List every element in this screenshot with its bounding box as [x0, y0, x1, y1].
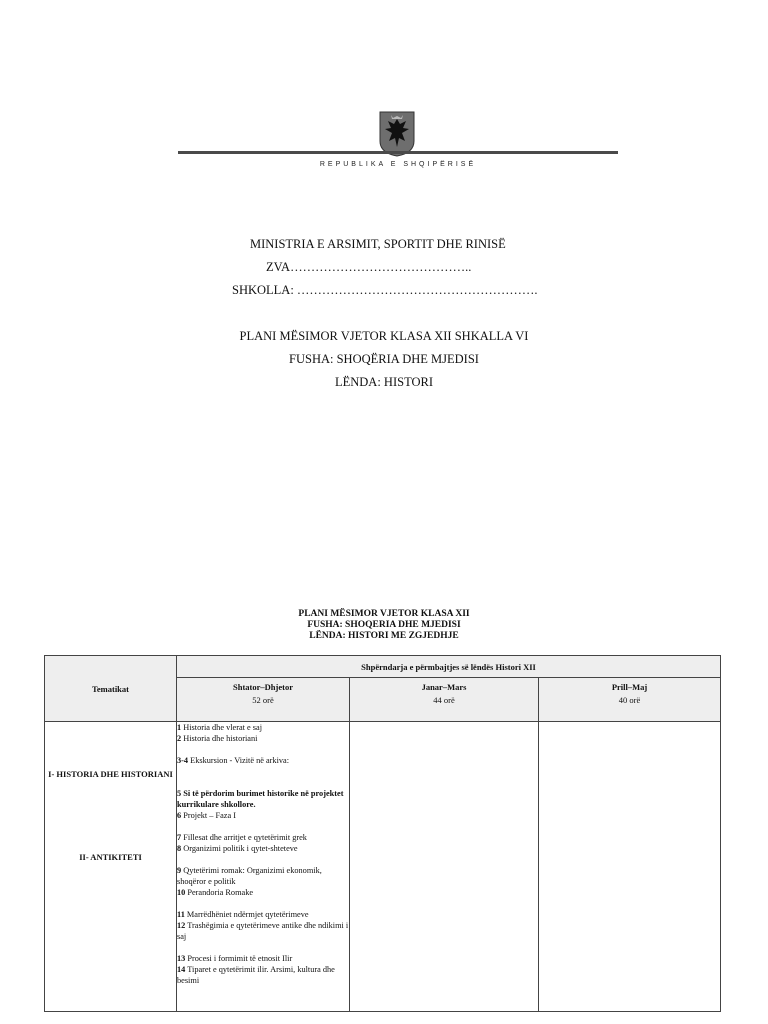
list-item: 10 Perandoria Romake	[177, 888, 254, 897]
list-item: 9 Qytetërimi romak: Organizimi ekonomik, shoqëror e politik	[177, 866, 322, 886]
annual-plan-table	[44, 655, 721, 1012]
list-item: 3-4 Ekskursion - Vizitë në arkiva:	[177, 756, 290, 765]
table-title-plan: PLANI MËSIMOR VJETOR KLASA XII	[298, 609, 470, 619]
period-hours: 52 orë	[252, 695, 274, 705]
field-line: FUSHA: SHOQËRIA DHE MJEDISI	[289, 352, 479, 366]
period-header	[350, 678, 539, 722]
period-name: Prill–Maj	[611, 682, 648, 692]
table-title-subject: LËNDA: HISTORI ME ZGJEDHJE	[309, 631, 459, 641]
topics-cell-apr-may	[539, 722, 721, 1012]
distribution-header: Shpërndarja e përmbajtjes së lëndës Histori XII	[177, 656, 721, 678]
period-hours: 40 orë	[618, 695, 641, 705]
subject-line: LËNDA: HISTORI	[334, 375, 434, 389]
themes-cell	[45, 722, 177, 1012]
ministry-line: MINISTRIA E ARSIMIT, SPORTIT DHE RINISË	[250, 237, 506, 251]
list-item: 13 Procesi i formimit të etnosit Ilir	[177, 954, 293, 963]
list-item: 5 Si të përdorim burimet historike në projektet kurrikulare shkollore.	[177, 789, 344, 809]
theme-history: I- HISTORIA DHE HISTORIANI	[48, 769, 173, 779]
list-item: 2 Historia dhe historiani	[177, 734, 258, 743]
topics-cell-sep-dec	[177, 722, 350, 1012]
period-header	[539, 678, 721, 722]
list-item: 1 Historia dhe vlerat e saj	[177, 723, 263, 732]
period-header	[177, 678, 350, 722]
period-hours: 44 orë	[433, 695, 455, 705]
plan-title: PLANI MËSIMOR VJETOR KLASA XII SHKALLA VI	[239, 329, 529, 343]
topics-cell-jan-mar	[350, 722, 539, 1012]
school-line: SHKOLLA: ………………………………………………….	[232, 283, 538, 297]
header-divider	[178, 151, 618, 154]
table-title-field: FUSHA: SHOQERIA DHE MJEDISI	[307, 620, 461, 630]
list-item: 7 Fillesat dhe arritjet e qytetërimit grek	[177, 833, 307, 842]
list-item: 12 Trashëgimia e qytetërimeve antike dhe ndikimi i saj	[177, 921, 349, 941]
list-item: 8 Organizimi politik i qytet-shteteve	[177, 844, 298, 853]
period-name: Shtator–Dhjetor	[233, 682, 293, 692]
list-item: 6 Projekt – Faza I	[177, 811, 236, 820]
themes-header: Tematikat	[45, 656, 177, 722]
theme-antiquity: II- ANTIKITETI	[79, 852, 142, 862]
period-name: Janar–Mars	[421, 682, 467, 692]
zva-line: ZVA……………………………………..	[266, 260, 472, 274]
list-item: 14 Tiparet e qytetërimit ilir. Arsimi, kultura dhe besimi	[177, 965, 335, 985]
republic-caption: REPUBLIKA E SHQIPËRISË	[319, 161, 477, 168]
list-item: 11 Marrëdhëniet ndërmjet qytetërimeve	[177, 910, 309, 919]
